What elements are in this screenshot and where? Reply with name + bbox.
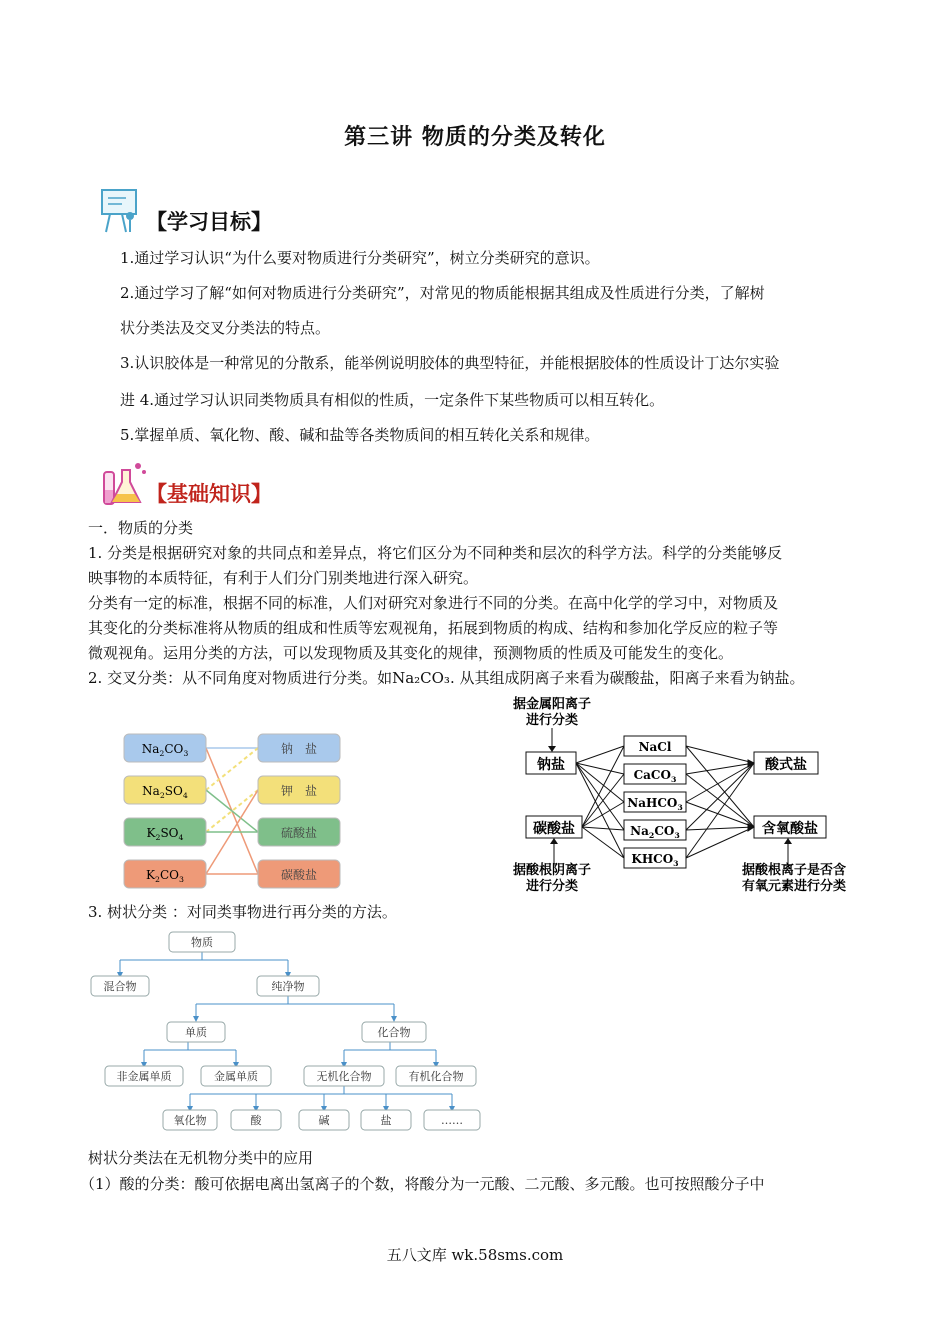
- salt-type-label: 钠 盐: [280, 742, 318, 756]
- objective-1: 1.通过学习认识“为什么要对物质进行分类研究”，树立分类研究的意识。: [120, 249, 600, 267]
- section-heading-objectives: 【学习目标】: [146, 209, 272, 234]
- salt-type-label: 硫酸盐: [280, 826, 318, 840]
- para-1b: 映事物的本质特征，有利于人们分门别类地进行深入研究。: [88, 569, 479, 587]
- section-heading-basics: 【基础知识】: [146, 481, 272, 506]
- page-title: 第三讲 物质的分类及转化: [344, 124, 606, 150]
- salt-formula: $Na_2CO_3$: [630, 824, 680, 840]
- compound-formula: $K_2CO_3$: [146, 868, 184, 884]
- tree-organic: 有机化合物: [408, 1070, 464, 1083]
- top-label-line1: 据金属阳离子: [512, 697, 592, 712]
- box-acid-salt-label: 酸式盐: [765, 757, 807, 773]
- tree-inorganic: 无机化合物: [316, 1070, 372, 1083]
- tree-mixture: 混合物: [103, 980, 137, 993]
- salt-type-label: 钾 盐: [280, 784, 318, 798]
- tree-root: 物质: [191, 936, 213, 949]
- cross-classification-diagram: [498, 694, 870, 894]
- flask-icon: [96, 458, 148, 510]
- bottom-left-line2: 进行分类: [525, 879, 579, 894]
- tree-pure: 纯净物: [271, 980, 305, 993]
- para-1d: 其变化的分类标准将从物质的组成和性质等宏观视角，拓展到物质的构成、结构和参加化学反应的粒子等: [88, 619, 779, 637]
- top-label-line2: 进行分类: [525, 713, 579, 728]
- tree-base: 碱: [318, 1114, 330, 1127]
- chalkboard-icon: [96, 186, 146, 234]
- salt-type-label: 碳酸盐: [280, 868, 318, 882]
- cross-classification-colored: [118, 728, 348, 892]
- objective-2b: 状分类法及交叉分类法的特点。: [120, 319, 331, 337]
- compound-formula: $K_2SO_4$: [146, 826, 184, 842]
- acid-classification: （1）酸的分类：酸可依据电离出氢离子的个数，将酸分为一元酸、二元酸、多元酸。也可按照酸分子中: [80, 1175, 765, 1193]
- para-1a: 1. 分类是根据研究对象的共同点和差异点，将它们区分为不同种类和层次的科学方法。科学的分类能够反: [88, 544, 783, 562]
- bottom-right-line2: 有氧元素进行分类: [741, 879, 847, 894]
- tree-more: ……: [441, 1114, 463, 1127]
- para-1e: 微观视角。运用分类的方法，可以发现物质及其变化的规律，预测物质的性质及可能发生的变化。: [88, 644, 734, 662]
- objective-3: 3.认识胶体是一种常见的分散系，能举例说明胶体的典型特征，并能根据胶体的性质设计丁达尔实验: [120, 354, 780, 372]
- para-1c: 分类有一定的标准，根据不同的标准，人们对研究对象进行不同的分类。在高中化学的学习中，对物质及: [88, 594, 779, 612]
- tree-acid: 酸: [250, 1114, 262, 1127]
- tree-application: 树状分类法在无机物分类中的应用: [88, 1149, 314, 1167]
- tree-metal: 金属单质: [214, 1070, 258, 1083]
- tree-element: 单质: [185, 1026, 207, 1039]
- tree-compound: 化合物: [377, 1026, 411, 1039]
- salt-formula: NaHCO$_3$: [627, 796, 683, 812]
- salt-formula: NaCl: [638, 740, 672, 754]
- salt-formula: CaCO$_3$: [633, 768, 677, 784]
- salt-formula: $KHCO_3$: [631, 852, 679, 868]
- tree-heading: 3. 树状分类 ：对同类事物进行再分类的方法。: [88, 903, 397, 921]
- tree-oxide: 氧化物: [173, 1114, 207, 1127]
- footer-watermark: 五八文库 wk.58sms.com: [386, 1246, 564, 1264]
- bottom-left-line1: 据酸根阴离子: [512, 863, 592, 878]
- compound-formula: $Na_2SO_4$: [142, 784, 188, 800]
- bottom-right-line1: 据酸根离子是否含: [741, 863, 847, 878]
- para-classification: 一．物质的分类: [88, 519, 194, 537]
- para-2: 2. 交叉分类：从不同角度对物质进行分类。如Na₂CO₃. 从其组成阴离子来看为碳酸盐，阳离子来看为钠盐。: [88, 669, 805, 687]
- compound-formula: $Na_2CO_3$: [141, 742, 189, 758]
- tree-nonmetal: 非金属单质: [116, 1070, 172, 1083]
- tree-salt: 盐: [380, 1114, 392, 1127]
- tree-classification-diagram: [90, 930, 484, 1136]
- objective-4: 进 4.通过学习认识同类物质具有相似的性质，一定条件下某些物质可以相互转化。: [120, 391, 665, 409]
- objective-5: 5.掌握单质、氧化物、酸、碱和盐等各类物质间的相互转化关系和规律。: [120, 426, 600, 444]
- objective-2a: 2.通过学习了解“如何对物质进行分类研究”，对常见的物质能根据其组成及性质进行分类，了解树: [120, 284, 765, 302]
- box-carbonate-label: 碳酸盐: [533, 821, 575, 837]
- box-sodium-salt-label: 钠盐: [537, 757, 565, 773]
- box-oxysalt-label: 含氧酸盐: [762, 821, 818, 837]
